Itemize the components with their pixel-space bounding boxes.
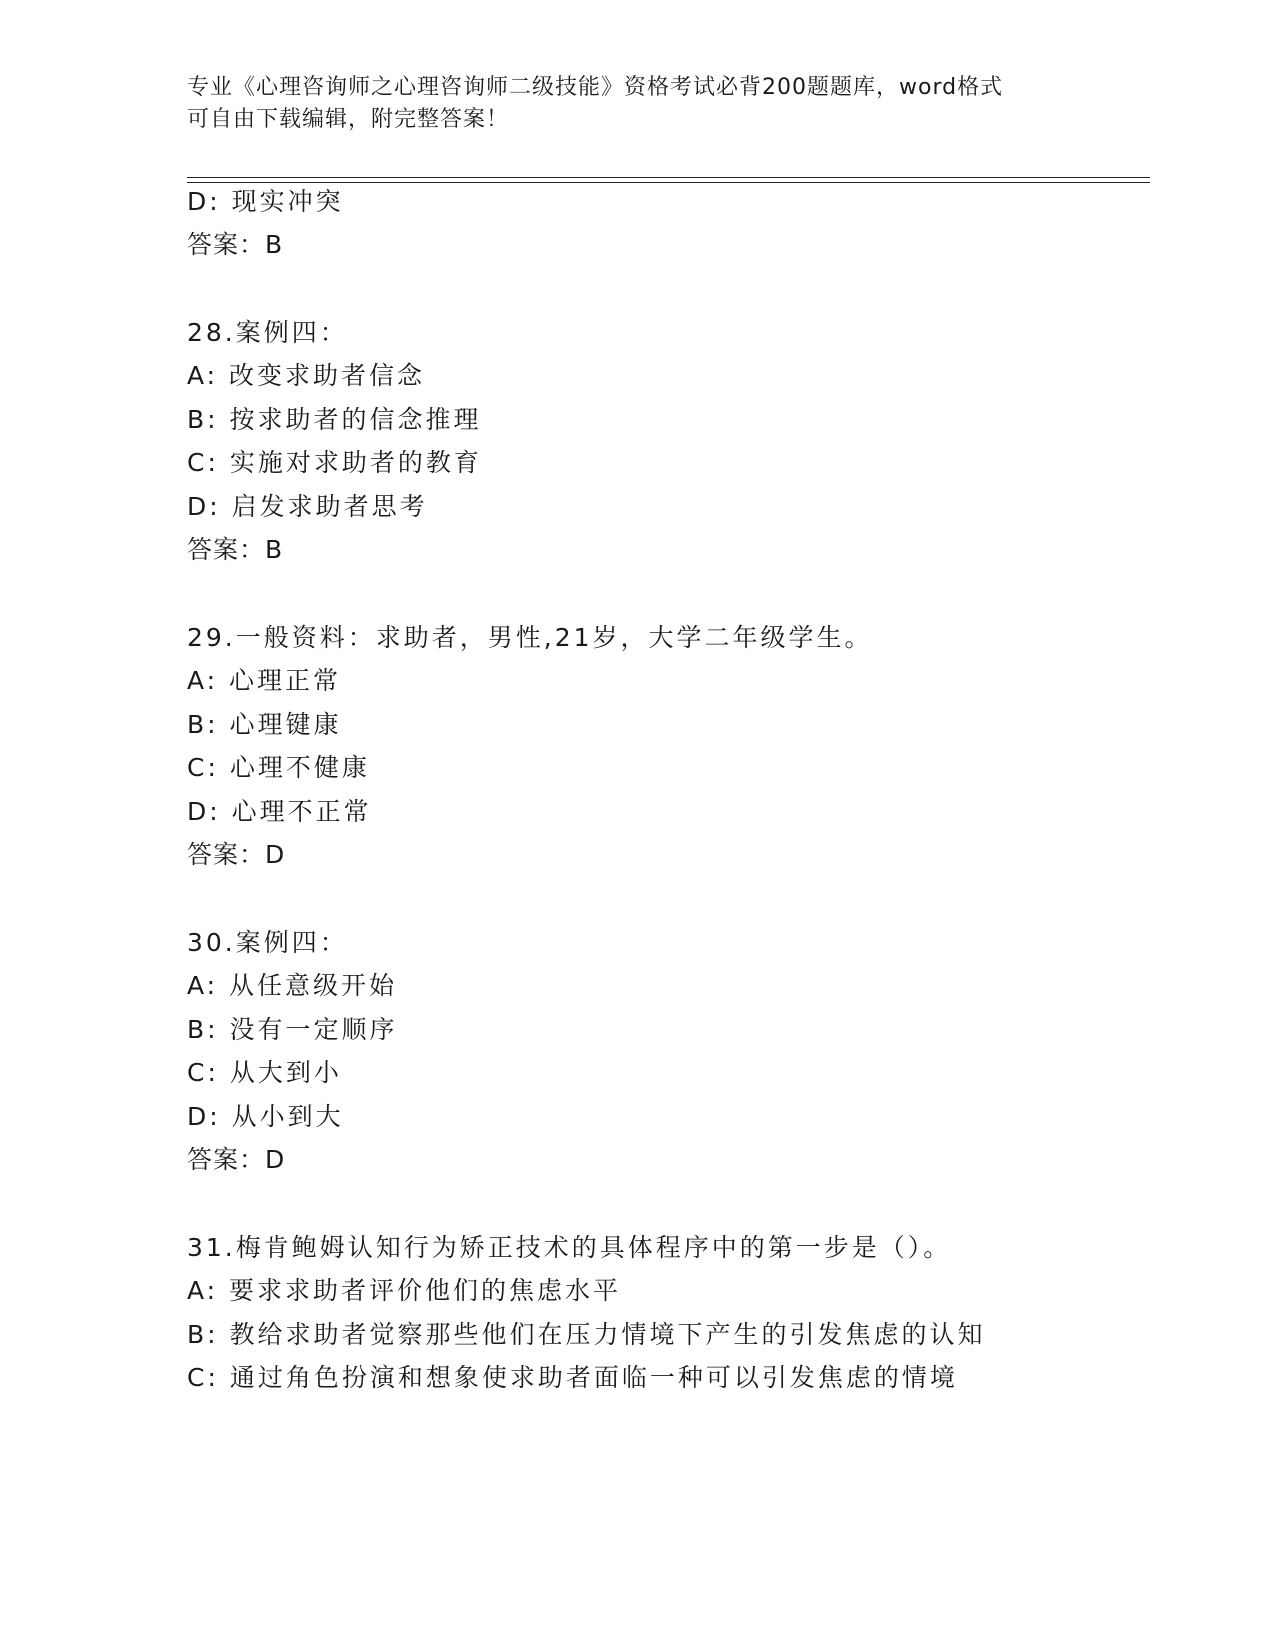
option-c: C: 通过角色扮演和想象使求助者面临一种可以引发焦虑的情境 bbox=[187, 1363, 958, 1392]
option-b: B: 按求助者的信念推理 bbox=[187, 405, 482, 434]
question-stem: 31.梅肯鲍姆认知行为矫正技术的具体程序中的第一步是（）。 bbox=[187, 1233, 952, 1262]
answer-line: 答案：D bbox=[187, 840, 286, 869]
option-a: A: 要求求助者评价他们的焦虑水平 bbox=[187, 1276, 622, 1305]
option-d: D: 从小到大 bbox=[187, 1102, 344, 1131]
option-c: C: 从大到小 bbox=[187, 1058, 342, 1087]
option-c: C: 心理不健康 bbox=[187, 753, 370, 782]
header-divider-top bbox=[187, 177, 1150, 178]
option-b: B: 教给求助者觉察那些他们在压力情境下产生的引发焦虑的认知 bbox=[187, 1320, 986, 1349]
header-title-line-2: 可自由下载编辑，附完整答案！ bbox=[187, 107, 510, 132]
answer-line: 答案：B bbox=[187, 535, 284, 564]
option-d: D: 现实冲突 bbox=[187, 187, 344, 216]
page-header bbox=[187, 72, 1087, 136]
answer-line: 答案：B bbox=[187, 230, 284, 259]
option-a: A: 心理正常 bbox=[187, 666, 342, 695]
question-stem: 30.案例四： bbox=[187, 928, 348, 957]
header-title-line-1: 专业《心理咨询师之心理咨询师二级技能》资格考试必背200题题库，word格式 bbox=[187, 75, 1004, 100]
option-a: A: 从任意级开始 bbox=[187, 971, 398, 1000]
option-b: B: 心理键康 bbox=[187, 710, 342, 739]
question-stem: 28.案例四： bbox=[187, 318, 348, 347]
option-c: C: 实施对求助者的教育 bbox=[187, 448, 482, 477]
header-divider-bottom bbox=[187, 182, 1150, 183]
option-d: D: 启发求助者思考 bbox=[187, 492, 428, 521]
option-a: A: 改变求助者信念 bbox=[187, 361, 426, 390]
option-b: B: 没有一定顺序 bbox=[187, 1015, 398, 1044]
question-stem: 29.一般资料：求助者，男性,21岁，大学二年级学生。 bbox=[187, 623, 873, 652]
answer-line: 答案：D bbox=[187, 1145, 286, 1174]
option-d: D: 心理不正常 bbox=[187, 797, 372, 826]
